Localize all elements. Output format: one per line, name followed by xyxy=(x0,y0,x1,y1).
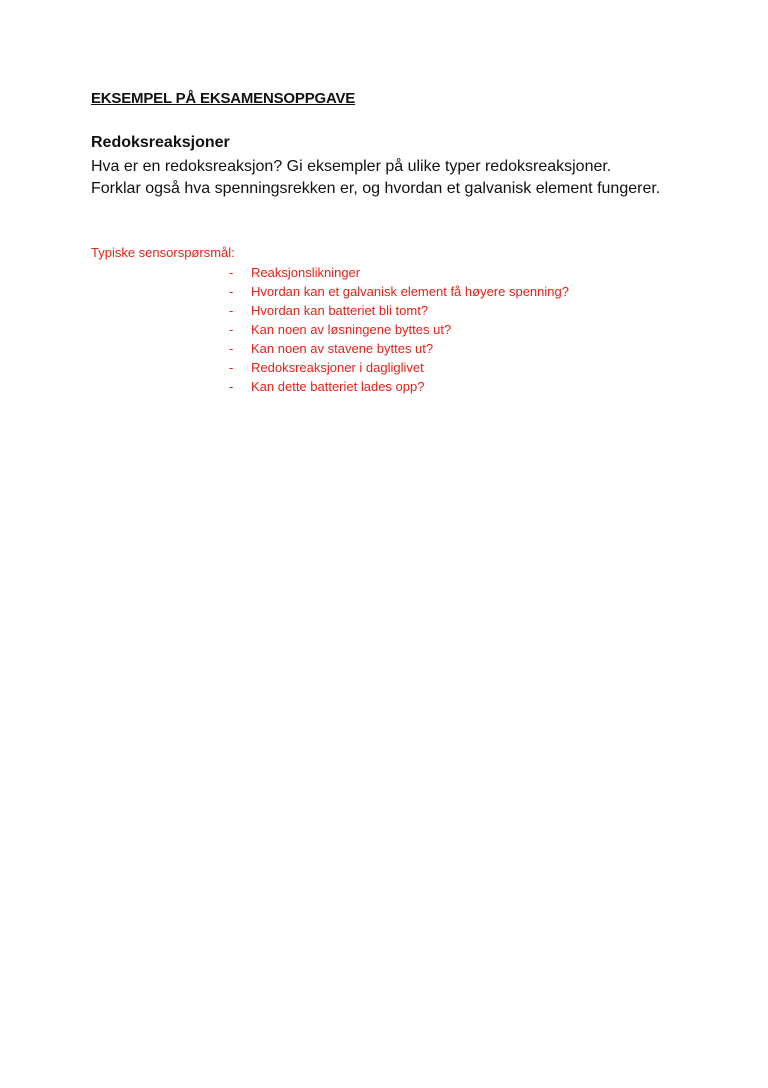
sensor-question-text: Redoksreaksjoner i dagliglivet xyxy=(251,360,424,375)
bullet-dash: - xyxy=(229,265,234,280)
sensor-question-item xyxy=(229,339,569,358)
sensor-questions-list xyxy=(229,263,569,396)
sensor-question-text: Kan noen av stavene byttes ut? xyxy=(251,341,434,356)
sensor-question-text: Hvordan kan batteriet bli tomt? xyxy=(251,303,429,318)
sensor-question-item xyxy=(229,358,569,377)
bullet-dash: - xyxy=(229,303,234,318)
sensor-question-item xyxy=(229,320,569,339)
bullet-dash: - xyxy=(229,341,234,356)
sensor-question-text: Reaksjonslikninger xyxy=(251,265,361,280)
document-heading: EKSEMPEL PÅ EKSAMENSOPPGAVE xyxy=(91,90,356,107)
bullet-dash: - xyxy=(229,360,234,375)
sensor-question-text: Kan noen av løsningene byttes ut? xyxy=(251,322,452,337)
task-question: Hva er en redoksreaksjon? Gi eksempler på ulike typer redoksreaksjoner. xyxy=(91,158,612,175)
task-description xyxy=(91,156,661,200)
sensor-question-item xyxy=(229,377,569,396)
bullet-dash: - xyxy=(229,322,234,337)
sensor-question-text: Hvordan kan et galvanisk element få høyere spenning? xyxy=(251,284,569,299)
sensor-question-text: Kan dette batteriet lades opp? xyxy=(251,379,425,394)
section-title: Redoksreaksjoner xyxy=(91,134,230,151)
sensor-question-item xyxy=(229,282,569,301)
bullet-dash: - xyxy=(229,379,234,394)
sensor-question-item xyxy=(229,263,569,282)
sensor-questions-label: Typiske sensorspørsmål: xyxy=(91,245,235,260)
sensor-question-item xyxy=(229,301,569,320)
task-instruction: Forklar også hva spenningsrekken er, og hvordan et galvanisk element fungerer. xyxy=(91,180,661,197)
bullet-dash: - xyxy=(229,284,234,299)
